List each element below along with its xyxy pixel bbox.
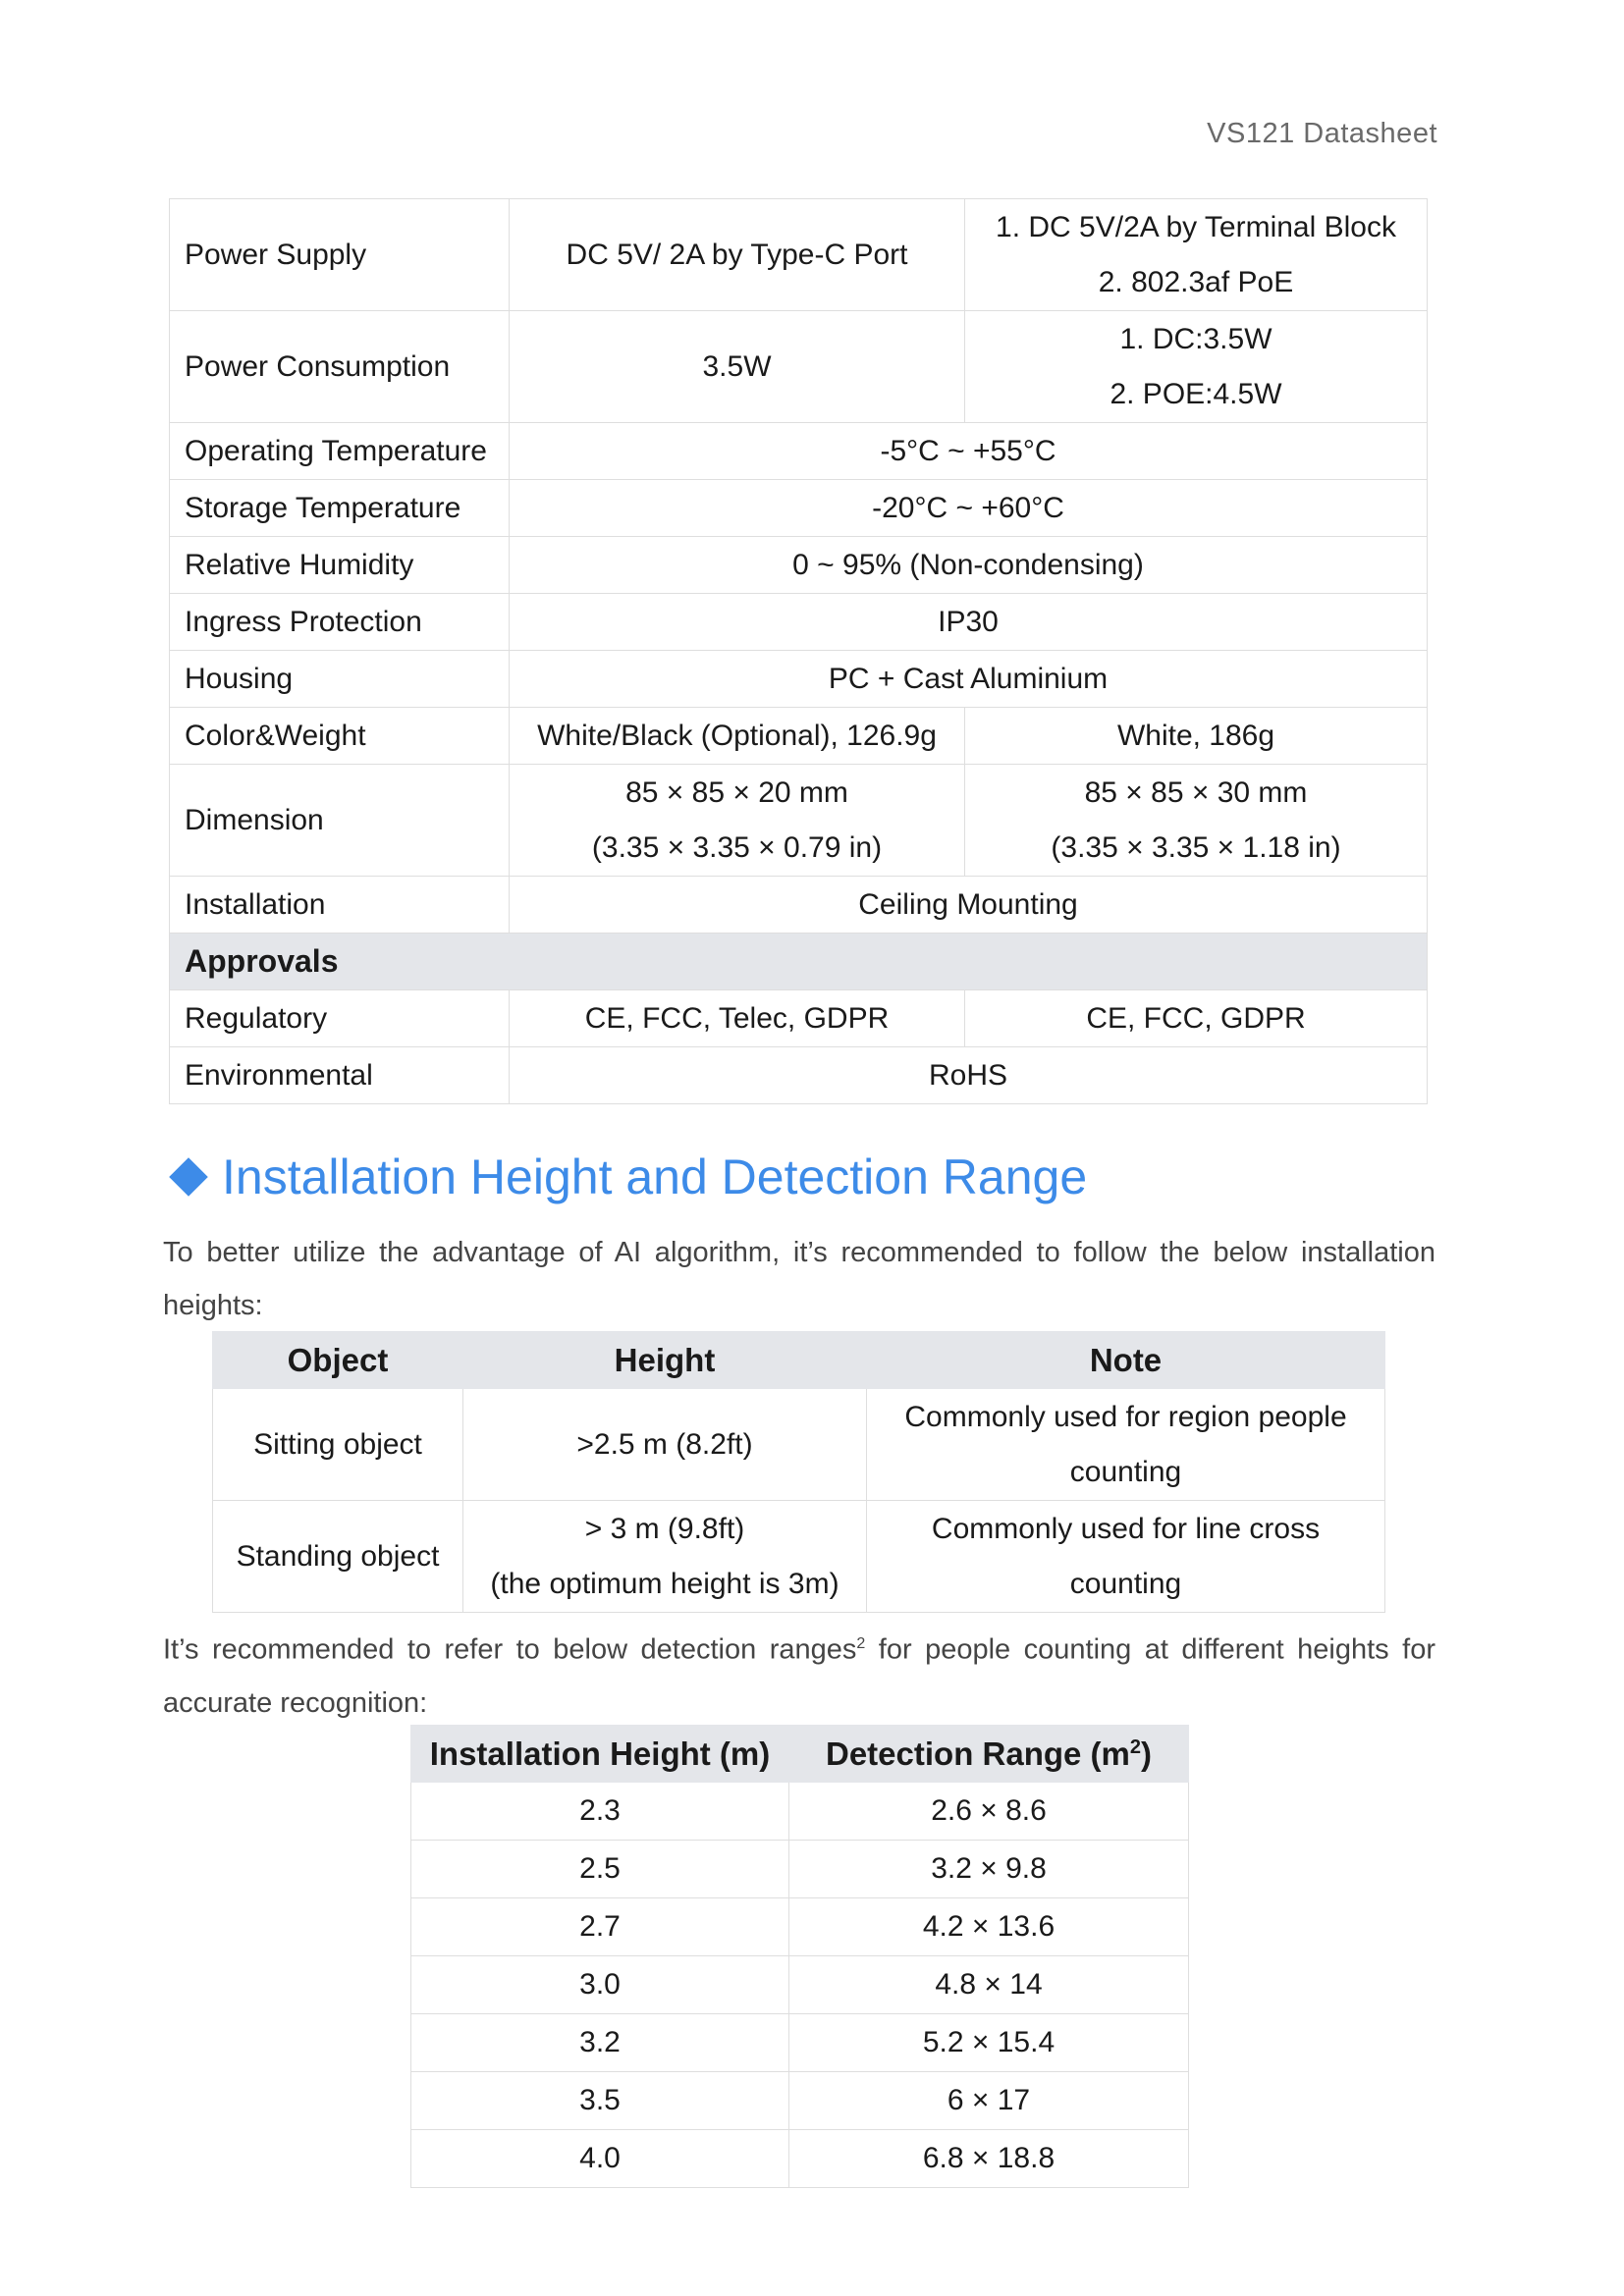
- table-cell: 4.8 × 14: [789, 1956, 1189, 2014]
- table-cell: DC 5V/ 2A by Type-C Port: [510, 199, 965, 311]
- table-row: [170, 537, 1428, 594]
- table-cell: >2.5 m (8.2ft): [463, 1389, 867, 1501]
- table-row: [170, 199, 1428, 311]
- table-cell: 6.8 × 18.8: [789, 2130, 1189, 2188]
- table-row: [411, 2072, 1189, 2130]
- table-cell: IP30: [510, 594, 1428, 651]
- table-cell: 2.6 × 8.6: [789, 1783, 1189, 1841]
- table-cell: RoHS: [510, 1047, 1428, 1104]
- row-label: Ingress Protection: [170, 594, 510, 651]
- footnote-marker: 2: [856, 1635, 866, 1652]
- table-cell: [965, 199, 1428, 311]
- section-heading: [167, 1148, 1087, 1205]
- table-cell: [510, 765, 965, 877]
- table-cell: White, 186g: [965, 708, 1428, 765]
- cell-line: 85 × 85 × 20 mm: [625, 775, 848, 809]
- table-cell: 2.5: [411, 1841, 789, 1898]
- header-text: Detection Range (m: [826, 1735, 1130, 1772]
- section-title: Installation Height and Detection Range: [222, 1149, 1088, 1204]
- row-label: Power Consumption: [170, 311, 510, 423]
- table-cell: 3.5: [411, 2072, 789, 2130]
- section-label: Approvals: [170, 934, 1428, 990]
- table-cell: 0 ~ 95% (Non-condensing): [510, 537, 1428, 594]
- specifications-table: [169, 198, 1428, 1104]
- table-cell: 3.2 × 9.8: [789, 1841, 1189, 1898]
- row-label: Housing: [170, 651, 510, 708]
- table-row: [213, 1389, 1385, 1501]
- table-row: [411, 1956, 1189, 2014]
- table-cell: [463, 1501, 867, 1613]
- table-row: [170, 708, 1428, 765]
- table-cell: 3.5W: [510, 311, 965, 423]
- detection-range-table: [410, 1725, 1189, 2188]
- cell-line: 2. 802.3af PoE: [1098, 265, 1294, 298]
- paragraph-text: It’s recommended to refer to below detection ranges: [163, 1633, 857, 1666]
- cell-line: 1. DC 5V/2A by Terminal Block: [996, 210, 1396, 243]
- table-row: [170, 651, 1428, 708]
- ranges-paragraph: [163, 1618, 1435, 1730]
- table-cell: 2.3: [411, 1783, 789, 1841]
- cell-line: (the optimum height is 3m): [490, 1567, 839, 1600]
- table-cell: Ceiling Mounting: [510, 877, 1428, 934]
- column-header: Height: [463, 1332, 867, 1389]
- table-cell: 3.2: [411, 2014, 789, 2072]
- table-cell: [867, 1501, 1385, 1613]
- table-cell: Sitting object: [213, 1389, 463, 1501]
- column-header: [789, 1726, 1189, 1783]
- row-label: Dimension: [170, 765, 510, 877]
- table-cell: [965, 765, 1428, 877]
- table-cell: 5.2 × 15.4: [789, 2014, 1189, 2072]
- column-header: Object: [213, 1332, 463, 1389]
- table-row: [170, 877, 1428, 934]
- table-header-row: [213, 1332, 1385, 1389]
- row-label: Color&Weight: [170, 708, 510, 765]
- header-text: ): [1141, 1735, 1152, 1772]
- table-row: [411, 1783, 1189, 1841]
- table-row: [411, 1841, 1189, 1898]
- table-cell: -5°C ~ +55°C: [510, 423, 1428, 480]
- cell-line: (3.35 × 3.35 × 0.79 in): [591, 830, 883, 864]
- table-row: [170, 990, 1428, 1047]
- detection-table-body: [411, 1783, 1189, 2188]
- cell-line: Commonly used for line cross: [931, 1512, 1321, 1545]
- superscript: 2: [1129, 1735, 1141, 1758]
- cell-line: Commonly used for region people: [904, 1400, 1347, 1433]
- table-row: [170, 480, 1428, 537]
- installation-height-table: [212, 1331, 1385, 1613]
- row-label: Relative Humidity: [170, 537, 510, 594]
- table-row: [170, 423, 1428, 480]
- table-row: [411, 1898, 1189, 1956]
- table-cell: 4.2 × 13.6: [789, 1898, 1189, 1956]
- table-cell: 3.0: [411, 1956, 789, 2014]
- table-cell: CE, FCC, Telec, GDPR: [510, 990, 965, 1047]
- cell-line: (3.35 × 3.35 × 1.18 in): [1051, 830, 1341, 864]
- cell-line: counting: [1069, 1567, 1182, 1600]
- cell-line: 2. POE:4.5W: [1110, 377, 1282, 410]
- table-cell: [965, 311, 1428, 423]
- table-cell: PC + Cast Aluminium: [510, 651, 1428, 708]
- row-label: Installation: [170, 877, 510, 934]
- table-cell: 2.7: [411, 1898, 789, 1956]
- table-cell: 4.0: [411, 2130, 789, 2188]
- section-row-approvals: [170, 934, 1428, 990]
- column-header: Installation Height (m): [411, 1726, 789, 1783]
- row-label: Environmental: [170, 1047, 510, 1104]
- cell-line: > 3 m (9.8ft): [584, 1512, 745, 1545]
- cell-line: counting: [1069, 1455, 1182, 1488]
- table-row: [411, 2130, 1189, 2188]
- row-label: Regulatory: [170, 990, 510, 1047]
- table-row: [213, 1501, 1385, 1613]
- cell-line: 1. DC:3.5W: [1119, 322, 1272, 355]
- table-cell: White/Black (Optional), 126.9g: [510, 708, 965, 765]
- table-row: [170, 311, 1428, 423]
- table-cell: [867, 1389, 1385, 1501]
- paragraph-text: for people counting at different heights for accurate recognition:: [163, 1633, 1435, 1719]
- table-cell: 6 × 17: [789, 2072, 1189, 2130]
- row-label: Power Supply: [170, 199, 510, 311]
- cell-line: 85 × 85 × 30 mm: [1084, 775, 1308, 809]
- row-label: Operating Temperature: [170, 423, 510, 480]
- document-header: VS121 Datasheet: [1207, 118, 1437, 149]
- intro-paragraph: To better utilize the advantage of AI algorithm, it’s recommended to follow the below installation heights:: [163, 1237, 1435, 1321]
- table-row: [170, 594, 1428, 651]
- table-cell: -20°C ~ +60°C: [510, 480, 1428, 537]
- table-header-row: [411, 1726, 1189, 1783]
- table-row: [170, 1047, 1428, 1104]
- table-cell: Standing object: [213, 1501, 463, 1613]
- table-row: [170, 765, 1428, 877]
- row-label: Storage Temperature: [170, 480, 510, 537]
- column-header: Note: [867, 1332, 1385, 1389]
- table-cell: CE, FCC, GDPR: [965, 990, 1428, 1047]
- table-row: [411, 2014, 1189, 2072]
- diamond-bullet-icon: [169, 1157, 208, 1197]
